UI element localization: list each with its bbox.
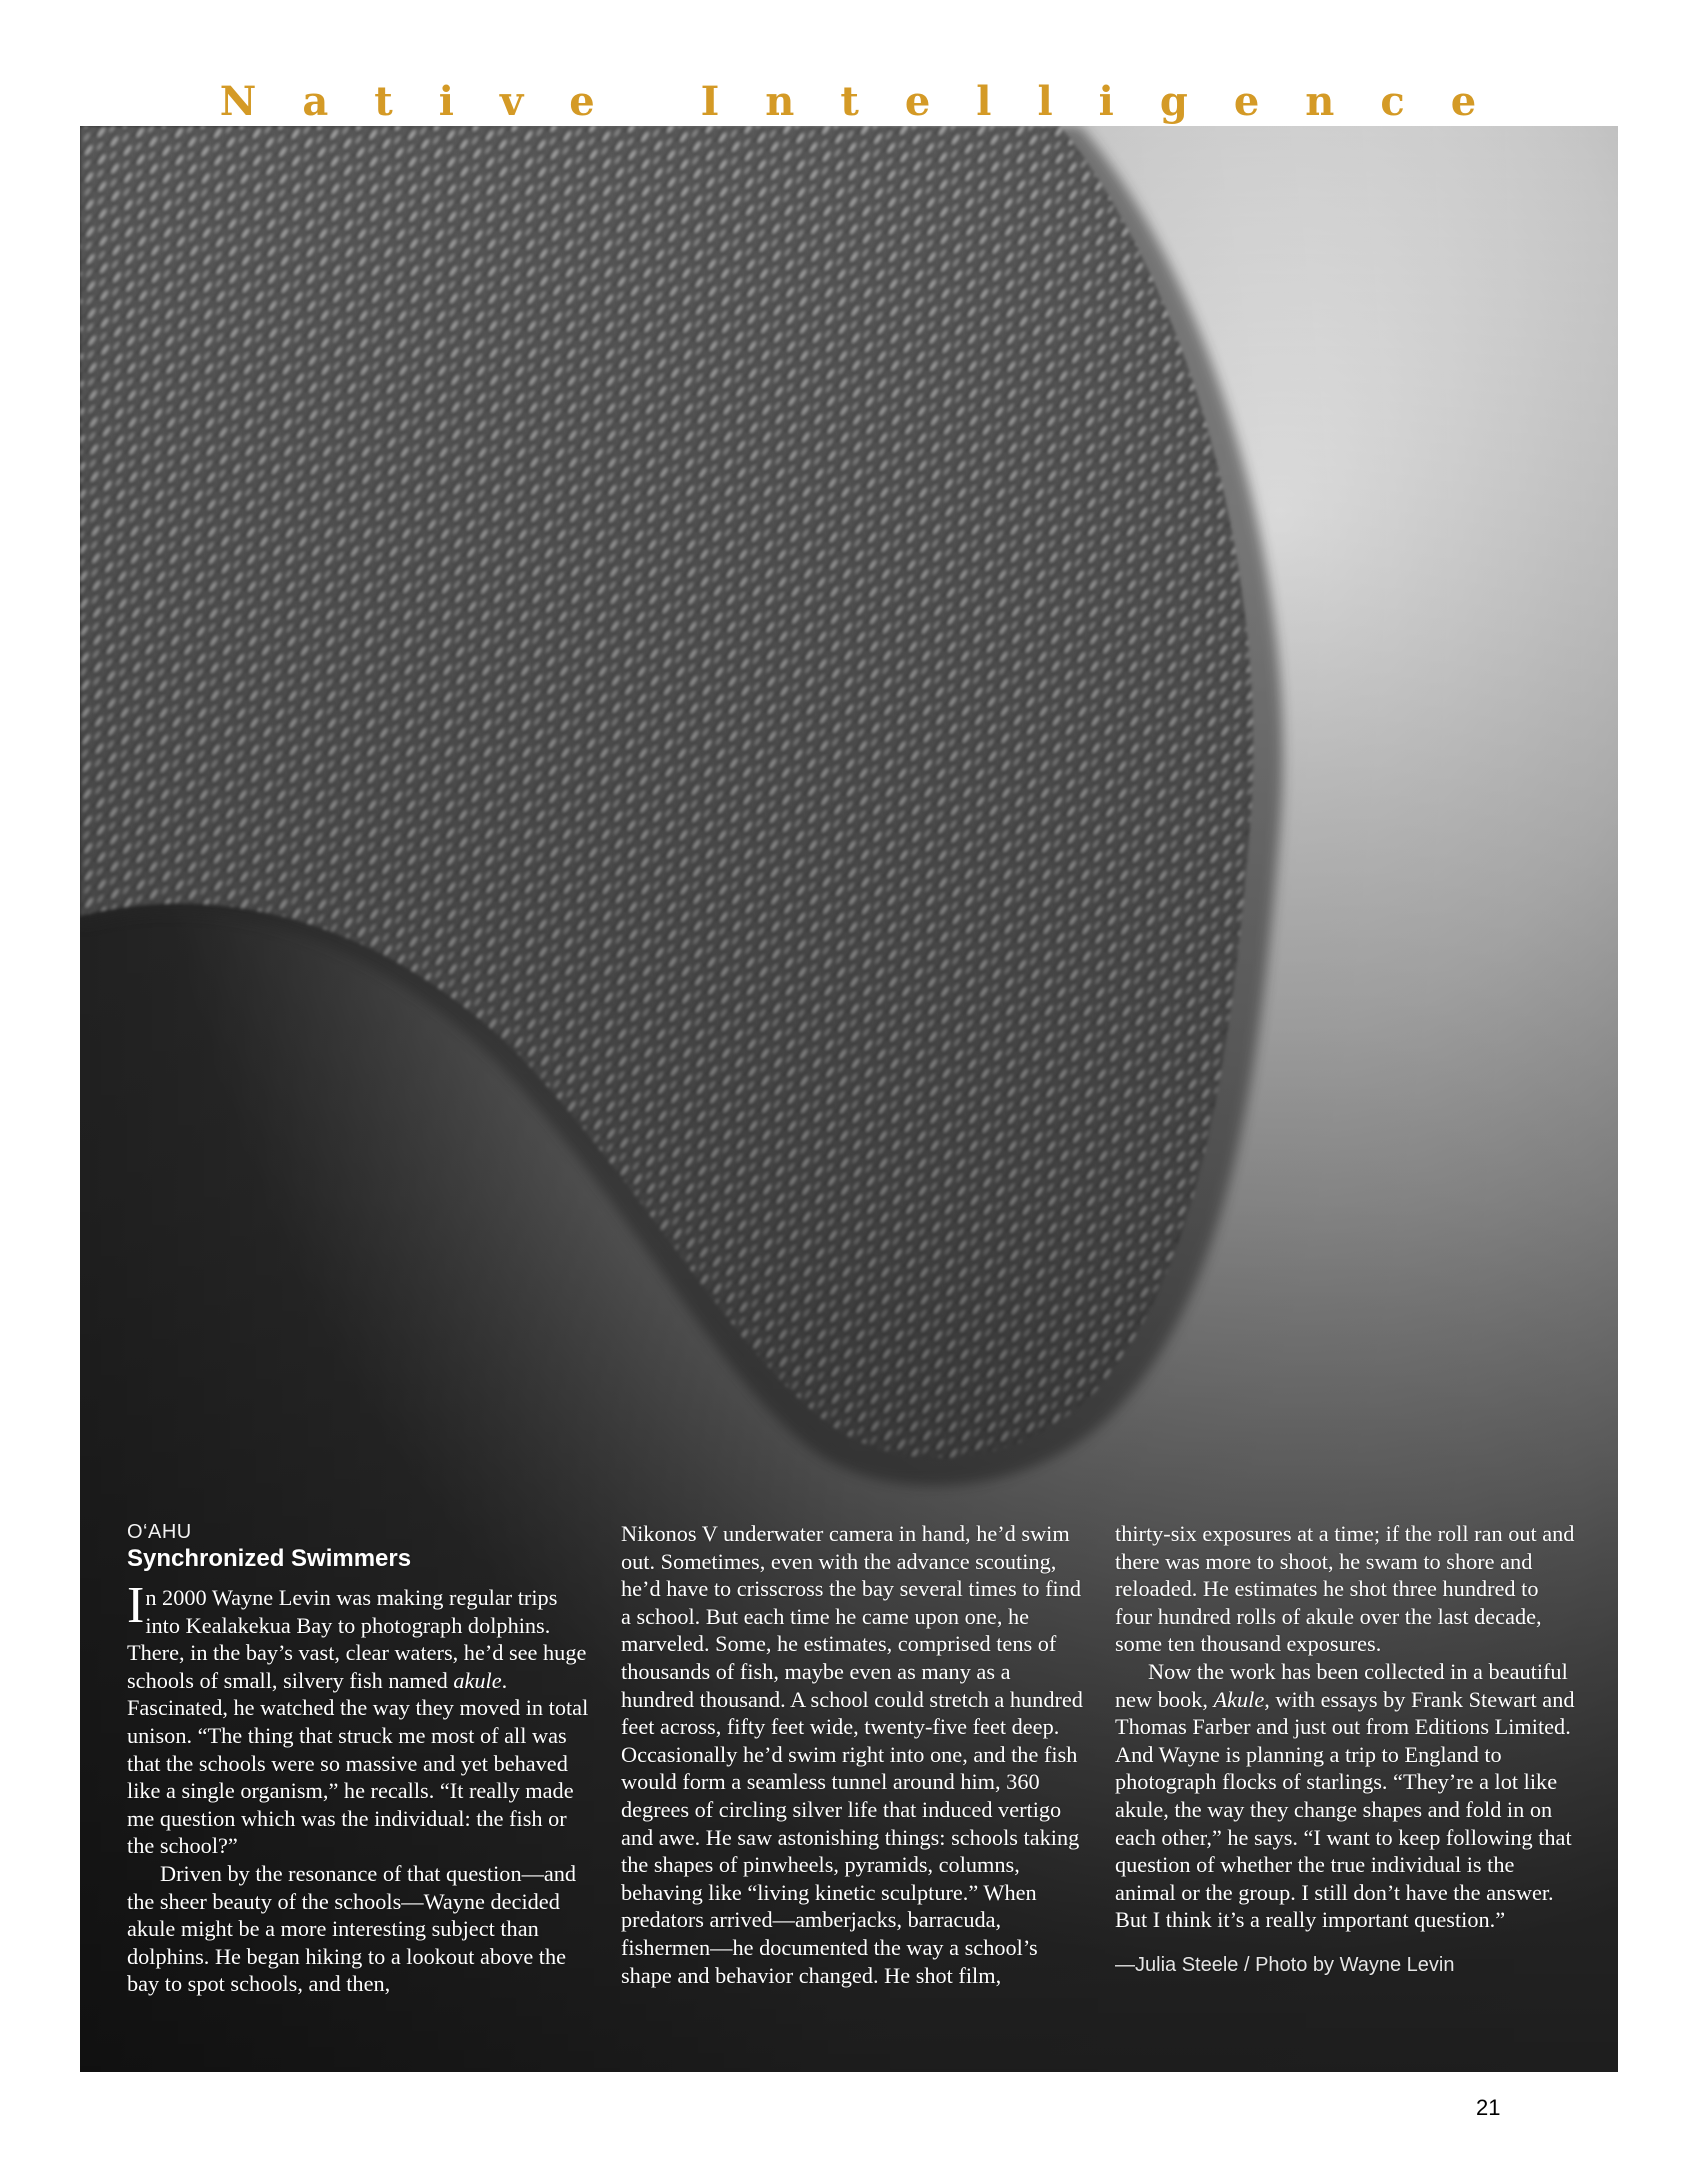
photo-credit: —Julia Steele / Photo by Wayne Levin <box>1115 1953 1455 1976</box>
article-column-1 <box>127 1520 589 1998</box>
article-column-2 <box>621 1520 1083 1989</box>
article-location-label: O‘AHU <box>127 1521 192 1543</box>
article-paragraph <box>1115 1658 1577 1934</box>
article-paragraph: Driven by the resonance of that question—and the sheer beauty of the schools—Wayne decided akule might be a more interesting subject than dolphins. He began hiking to a lookout above the bay to spot schools, and then, <box>127 1860 577 1997</box>
article-headline: Synchronized Swimmers <box>127 1545 412 1572</box>
paragraph-text: . Fascinated, he watched the way they moved in total unison. “The thing that struck me most of all was that the schools were so massive and yet behaved like a single organism,” he recalls. “It really made me question which was the individual: the fish or the school?” <box>127 1667 589 1859</box>
article-paragraph: Nikonos V underwater camera in hand, he’d swim out. Sometimes, even with the advance scouting, he’d have to crisscross the bay several times to find a school. But each time he came upon one, he marveled. Some, he estimates, comprised tens of thousands of fish, maybe even as many as a hundred thousand. A school could stretch a hundred feet across, fifty feet wide, twenty-five feet deep. Occasionally he’d swim right into one, and the fish would form a seamless tunnel around him, 360 degrees of circling silver life that induced vertigo and awe. He saw astonishing things: schools taking the shapes of pinwheels, pyramids, columns, behaving like “living kinetic sculpture.” When predators arrived—amberjacks, barracuda, fishermen—he documented the way a school’s shape and behavior changed. He shot film, <box>621 1521 1083 1988</box>
drop-cap: I <box>127 1577 145 1634</box>
article-paragraph: thirty-six exposures at a time; if the roll ran out and there was more to shoot, he swam to shore and reloaded. He estimates he shot three hundred to four hundred rolls of akule over the last decade, some ten thousand exposures. <box>1115 1521 1575 1657</box>
paragraph-text: , with essays by Frank Stewart and Thomas Farber and just out from Editions Limited. And Wayne is planning a trip to England to photograph flocks of starlings. “They’re a lot like akule, the way they change shapes and fold in on each other,” he says. “I want to keep following that question of whether the true individual is the animal or the group. I still don’t have the answer. But I think it’s a really important question.” <box>1115 1686 1575 1933</box>
article-column-3 <box>1115 1520 1577 1980</box>
paragraph-text: n 2000 Wayne Levin was making regular trips into Kealakekua Bay to photograph dolphins. There, in the bay’s vast, clear waters, he’d see huge schools of small, silvery fish named <box>127 1585 587 1693</box>
page-number: 21 <box>1476 2095 1501 2120</box>
book-title: Akule <box>1213 1686 1265 1712</box>
emphasis-text: akule <box>453 1667 502 1693</box>
section-title: Native Intelligence <box>219 77 1523 125</box>
paragraph-text: Now the work has been collected in a beautiful new book, <box>1115 1658 1568 1712</box>
article-paragraph <box>127 1577 589 1860</box>
